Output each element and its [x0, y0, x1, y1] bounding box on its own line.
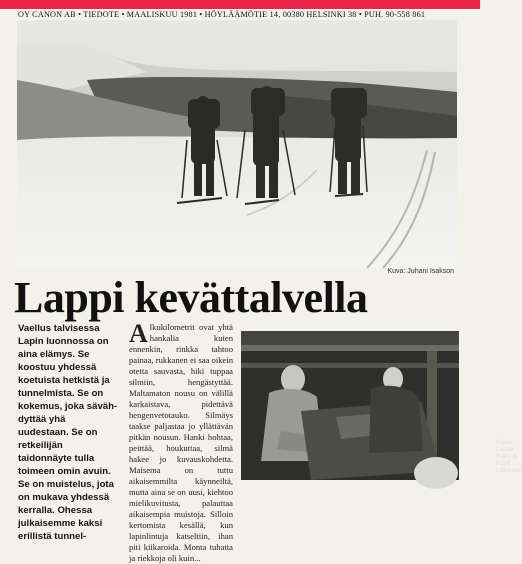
tent-interior-illustration: [241, 331, 459, 480]
skiers-photo: [17, 20, 457, 268]
publisher-info-bar: [0, 9, 480, 20]
article-lede: Vaellus talvisessa Lapin luonnossa on aina elämys. Se koostuu yhdessä koetuista hetkistä ja tunnelmista. Se on kokemus, joka säväh-dyttää yhä uudestaan. Se on retkeilijän taidonnäyte tulla toimeen omin avuin. Se on muistelus, jota on mukava yhdessä kerralla. Ohessa julkaisemme kaksi erillistä tunnel-: [18, 323, 118, 542]
publisher-info-text: OY CANON AB • TIEDOTE • MAALISKUU 1981 • HÖYLÄÄMÖTIE 14, 00380 HELSINKI 38 • PUH. 90-558 861: [18, 10, 426, 19]
inset-photo-credit: Kuva: Lasse Ståhl & Kristi Laksman: [496, 439, 522, 474]
article-body-text: lkukilometrit ovat yhtä hankalia kuten ennenkin, rinkka tahtoo painaa, rukkanen ei saa oikein otetta sauvasta, hiki tuppaa silmiin, hengästyttää. Maltamaton nousu on välillä karkaistava, pidettävä hengenvetotauko. Silmäys taakse paljastaa jo yllättävän pitkän nousun. Hanki hohtaa, peittää, houkuttaa, silmä hakee jo kuvauskohdetta. Maisema on tuttu aikaisemmilta käynneiltä, mutta aina se on uusi, kiehtoo mielikuvitusta, palauttaa aikaisempia muistoja. Silloin kertomista kesällä, kun lapinlintuja katseltiin, ihan piti kiikaroida. Monta tuhatta ja riekkoja oli kuin...: [129, 322, 233, 563]
tent-interior-photo: [241, 331, 522, 480]
article-headline: Lappi kevättalvella: [14, 273, 368, 322]
masthead-red-band: [0, 0, 480, 9]
drop-cap: A: [129, 319, 148, 348]
hero-photo: [17, 20, 457, 268]
article-body: [129, 319, 233, 564]
hero-photo-credit: Kuva: Juhani Isakson: [387, 268, 454, 275]
